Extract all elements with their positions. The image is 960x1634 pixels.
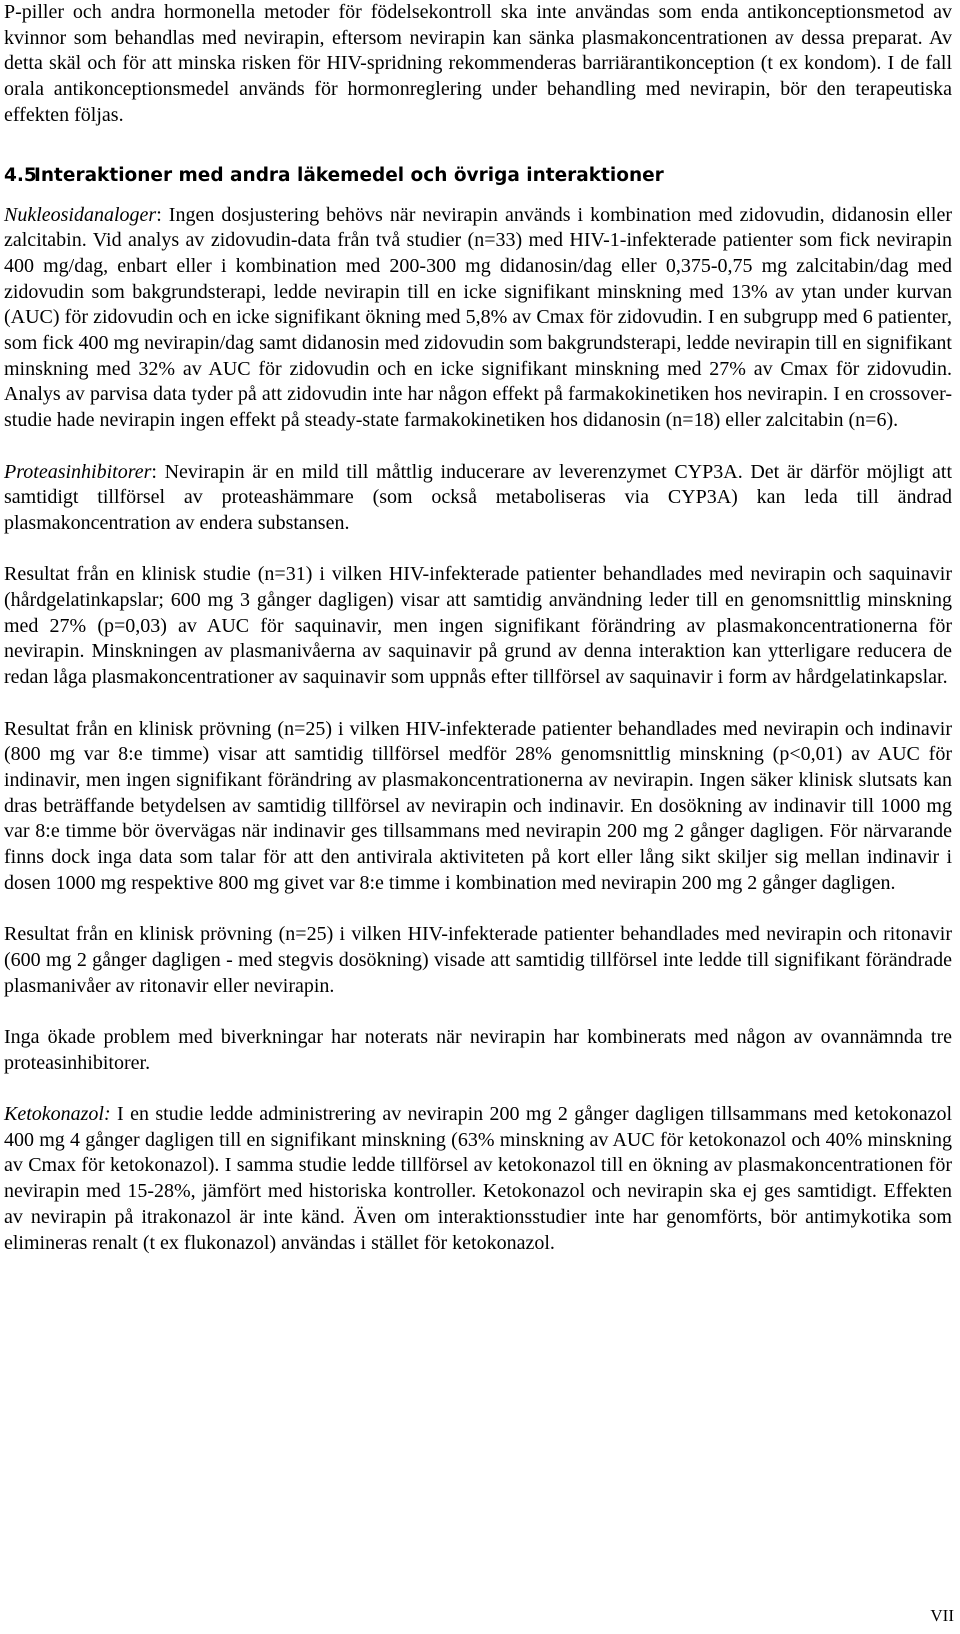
section-number: 4.5 — [4, 164, 37, 186]
ketokonazol-label: Ketokonazol: — [4, 1103, 111, 1126]
saquinavir-paragraph: Resultat från en klinisk studie (n=31) i vilken HIV-infekterade patienter behandlades med nevirapin och saquinavir (hårdgelatinkapslar; 600 mg 3 gånger dagligen) visar att samtidig användning leder till en genomsnittlig minskning med 27% (p=0,03) av AUC för saquinavir, men ingen signifikant förändring av plasmakoncentrationerna för nevirapin. Minskningen av plasmanivåerna av saquinavir på grund av denna interaktion kan ytterligare reducera de redan låga plasmakoncentrationer av saquinavir som uppnås efter tillförsel av saquinavir i form av hårdgelatinkapslar. — [4, 563, 952, 689]
proteasinhibitorer-label: Proteasinhibitorer — [4, 460, 152, 483]
indinavir-paragraph: Resultat från en klinisk prövning (n=25) i vilken HIV-infekterade patienter behandlades med nevirapin och indinavir (800 mg var 8:e timme) visar att samtidig tillförsel medför 28% genomsnittlig minskning (p<0,01) av AUC för indinavir, men ingen signifikant förändring av plasmakoncentrationerna av nevirapin. Ingen säker klinisk slutsats kan dras beträffande betydelsen av samtidig tillförsel av nevirapin och indinavir. En dosökning av indinavir till 1000 mg var 8:e timme bör övervägas när indinavir ges tillsammans med nevirapin 200 mg 2 gånger dagligen. För närvarande finns dock inga data som talar för att den antivirala aktiviteten på kort eller lång sikt skiljer sig mellan indinavir i dosen 1000 mg respektive 800 mg givet var 8:e timme i kombination med nevirapin 200 mg 2 gånger dagligen. — [4, 717, 952, 894]
nukleosidanaloger-text: : Ingen dosjustering behövs när nevirapin används i kombination med zidovudin, didanosin eller zalcitabin. Vid analys av zidovudin-data från två studier (n=33) med HIV-1-infekterade patienter som fick nevirapin 400 mg/dag, enbart eller i kombination med 200-300 mg didanosin/dag eller 0,375-0,75 mg zalcitabin/dag med zidovudin som bakgrundsterapi, ledde nevirapin till en icke signifikant minskning med 13% av ytan under kurvan (AUC) för zidovudin och en icke signifikant ökning med 5,8% av Cmax för zidovudin. I en subgrupp med 6 patienter, som fick 400 mg nevirapin/dag samt didanosin med zidovudin som bakgrundsterapi, ledde nevirapin till en signifikant minskning med 32% av AUC för zidovudin och en icke signifikant minskning med 27% av Cmax för zidovudin. Analys av parvisa data tyder på att zidovudin inte har någon effekt på farmakokinetiken hos nevirapin. I en crossover-studie hade nevirapin ingen effekt på steady-state farmakokinetiken hos didanosin (n=18) eller zalcitabin (n=6). — [4, 203, 952, 432]
intro-paragraph: P-piller och andra hormonella metoder för födelsekontroll ska inte användas som enda antikonceptionsmetod av kvinnor som behandlas med nevirapin, eftersom nevirapin kan sänka plasmakoncentrationen av dessa preparat. Av detta skäl och för att minska risken för HIV-spridning rekommenderas barriärantikonception (t ex kondom). I de fall orala antikonceptionsmedel används för hormonreglering under behandling med nevirapin, bör den terapeutiska effekten följas. — [4, 1, 952, 126]
proteasinhibitorer-text: : Nevirapin är en mild till måttlig inducerare av leverenzymet CYP3A. Det är därför möjligt att samtidigt tillförsel av proteashämmare (som också metaboliseras via CYP3A) kan leda till ändrad plasmakoncentration av endera substansen. — [4, 460, 952, 534]
proteasinhibitorer-paragraph — [4, 460, 952, 537]
nukleosidanaloger-label: Nukleosidanaloger — [4, 203, 157, 226]
ketokonazol-paragraph — [4, 1102, 952, 1256]
section-heading — [4, 163, 952, 189]
nukleosidanaloger-paragraph — [4, 203, 952, 434]
section-title: Interaktioner med andra läkemedel och övriga interaktioner — [34, 164, 664, 186]
page-number: VII — [930, 1606, 954, 1625]
ketokonazol-text: I en studie ledde administrering av nevirapin 200 mg 2 gånger dagligen tillsammans med ketokonazol 400 mg 4 gånger dagligen till en signifikant minskning (63% minskning av AUC för ketokonazol och 40% minskning av Cmax för ketokonazol). I samma studie ledde tillförsel av ketokonazol till en ökning av plasmakoncentrationen för nevirapin med 15-28%, jämfört med historiska kontroller. Ketokonazol och nevirapin ska ej ges samtidigt. Effekten av nevirapin på itrakonazol är inte känd. Även om interaktionsstudier inte har genomförts, bör antimykotika som elimineras renalt (t ex flukonazol) användas i stället för ketokonazol. — [4, 1103, 952, 1254]
ritonavir-paragraph: Resultat från en klinisk prövning (n=25) i vilken HIV-infekterade patienter behandlades med nevirapin och ritonavir (600 mg 2 gånger dagligen - med stegvis dosökning) visade att samtidig tillförsel inte ledde till signifikant förändrade plasmanivåer av ritonavir eller nevirapin. — [4, 923, 952, 997]
inga-problem-paragraph: Inga ökade problem med biverkningar har noterats när nevirapin har kombinerats med någon av ovannämnda tre proteasinhibitorer. — [4, 1025, 952, 1074]
document-page — [4, 0, 952, 1256]
